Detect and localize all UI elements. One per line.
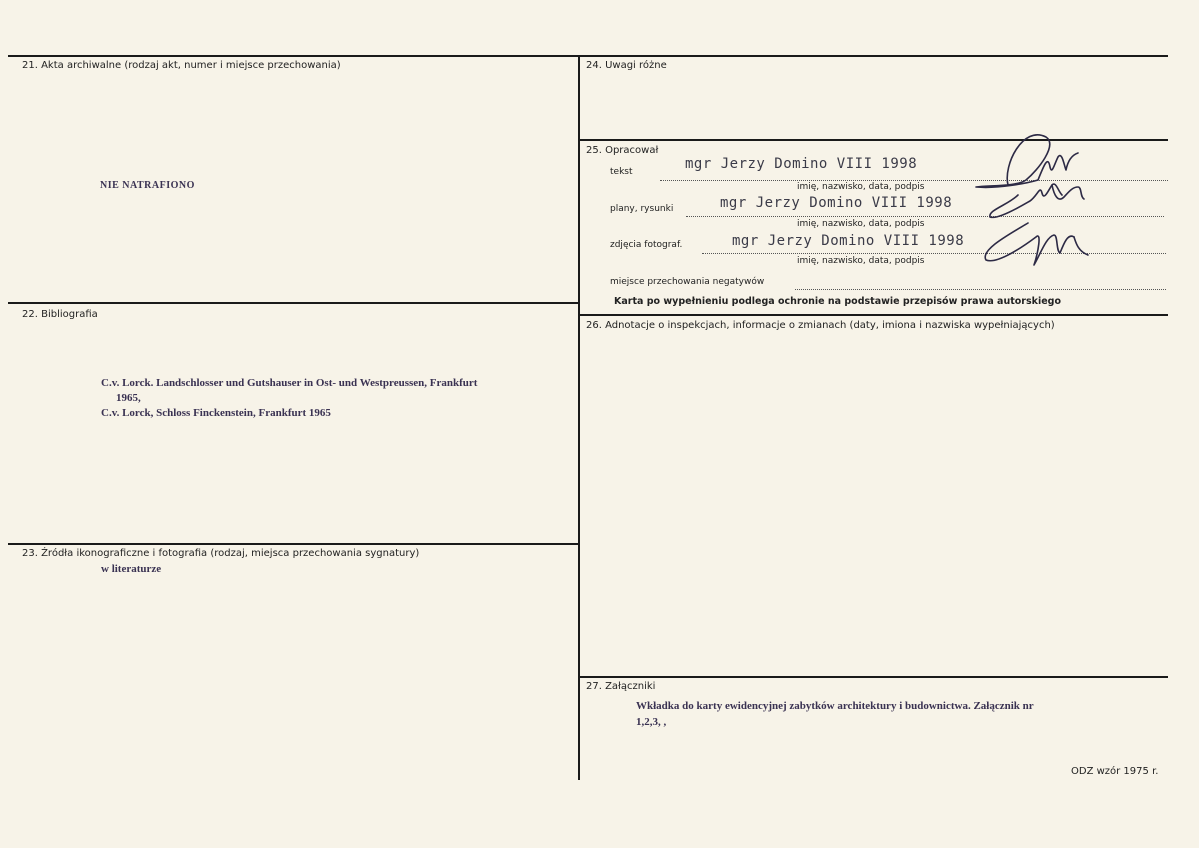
row-tekst-label: tekst — [610, 167, 633, 177]
rule-22-23 — [8, 543, 578, 545]
section-26-label: 26. Adnotacje o inspekcjach, informacje o zmianach (daty, imiona i nazwiska wypełniających) — [586, 320, 1055, 331]
section-23-value: w literaturze — [101, 563, 162, 575]
column-divider — [578, 55, 580, 780]
row-zdjecia-value: mgr Jerzy Domino VIII 1998 — [732, 233, 965, 249]
negatives-label: miejsce przechowania negatywów — [610, 277, 765, 287]
top-rule — [8, 55, 1168, 57]
negatives-line — [795, 289, 1166, 290]
section-21-value: NIE NATRAFIONO — [100, 180, 195, 191]
row-tekst-value: mgr Jerzy Domino VIII 1998 — [685, 156, 918, 172]
section-25-label: 25. Opracował — [586, 145, 659, 156]
row-plany-label: plany, rysunki — [610, 204, 674, 214]
form-template-note: ODZ wzór 1975 r. — [1071, 766, 1159, 777]
section-24-label: 24. Uwagi różne — [586, 60, 667, 71]
section-23-label: 23. Źródła ikonograficzne i fotografia (rodzaj, miejsca przechowania sygnatury) — [22, 548, 420, 559]
row-plany-hint: imię, nazwisko, data, podpis — [797, 219, 925, 229]
bibliography-line-1: C.v. Lorck. Landschlosser und Gutshauser in Ost- und Westpreussen, Frankfurt — [101, 377, 478, 389]
attachments-line-1: Wkładka do karty ewidencyjnej zabytków architektury i budownictwa. Załącznik nr — [636, 700, 1034, 712]
signature-image — [968, 125, 1108, 275]
section-21-label: 21. Akta archiwalne (rodzaj akt, numer i miejsce przechowania) — [22, 60, 341, 71]
section-27-label: 27. Załączniki — [586, 681, 656, 692]
rule-26-27 — [578, 676, 1168, 678]
rule-21-22 — [8, 302, 578, 304]
row-tekst-hint: imię, nazwisko, data, podpis — [797, 182, 925, 192]
bibliography-line-2: 1965, — [116, 392, 141, 404]
rule-25-26 — [578, 314, 1168, 316]
row-zdjecia-hint: imię, nazwisko, data, podpis — [797, 256, 925, 266]
attachments-line-2: 1,2,3, , — [636, 716, 667, 728]
bibliography-line-3: C.v. Lorck, Schloss Finckenstein, Frankfurt 1965 — [101, 407, 331, 419]
copyright-note: Karta po wypełnieniu podlega ochronie na podstawie przepisów prawa autorskiego — [614, 296, 1061, 307]
section-22-label: 22. Bibliografia — [22, 309, 98, 320]
row-plany-value: mgr Jerzy Domino VIII 1998 — [720, 195, 953, 211]
row-zdjecia-label: zdjęcia fotograf. — [610, 240, 683, 250]
